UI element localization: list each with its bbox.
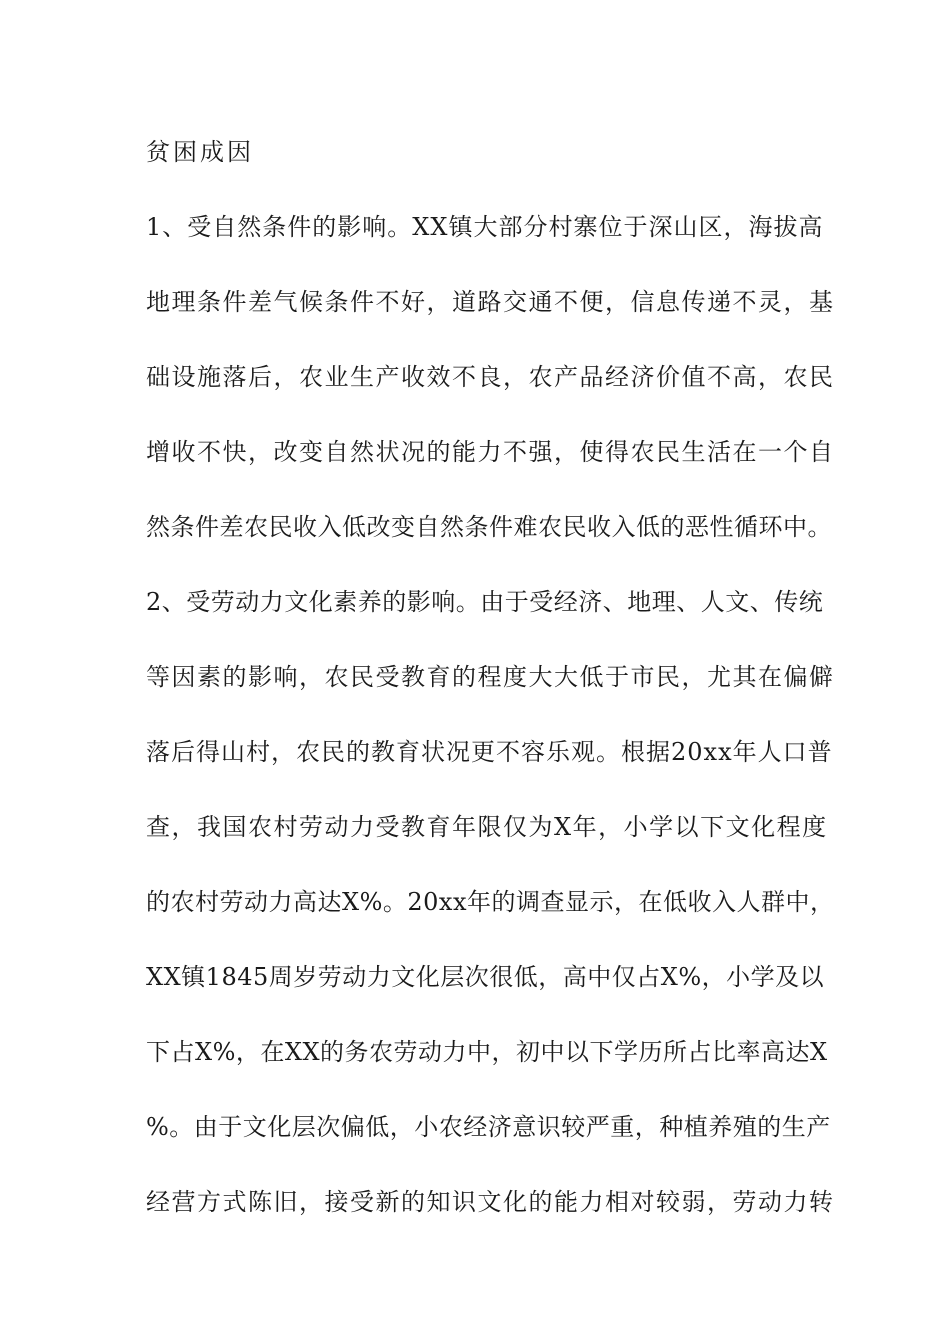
text-line: 2、受劳动力文化素养的影响。由于受经济、地理、人文、传统 (146, 588, 824, 616)
section-heading: 贫困成因 (146, 138, 254, 166)
text-line: 增收不快，改变自然状况的能力不强，使得农民生活在一个自 (146, 438, 835, 466)
text-line: 地理条件差气候条件不好，道路交通不便，信息传递不灵，基 (146, 288, 835, 316)
text-line: 的农村劳动力高达X%。20xx年的调查显示，在低收入人群中， (146, 888, 835, 916)
text-line: 1、受自然条件的影响。XX镇大部分村寨位于深山区，海拔高 (146, 213, 824, 241)
text-line: 查，我国农村劳动力受教育年限仅为X年，小学以下文化程度 (146, 813, 828, 841)
text-line: 经营方式陈旧，接受新的知识文化的能力相对较弱，劳动力转 (146, 1188, 835, 1216)
text-line: 下占X%，在XX的务农劳动力中，初中以下学历所占比率高达X (146, 1038, 828, 1066)
text-line: 础设施落后，农业生产收效不良，农产品经济价值不高，农民 (146, 363, 835, 391)
text-line: 然条件差农民收入低改变自然条件难农民收入低的恶性循环中。 (146, 513, 832, 541)
text-line: %。由于文化层次偏低，小农经济意识较严重，种植养殖的生产 (146, 1113, 831, 1141)
text-line: 等因素的影响，农民受教育的程度大大低于市民，尤其在偏僻 (146, 663, 835, 691)
text-line: XX镇1845周岁劳动力文化层次很低，高中仅占X%，小学及以 (146, 963, 825, 991)
text-line: 落后得山村，农民的教育状况更不容乐观。根据20xx年人口普 (146, 738, 833, 766)
